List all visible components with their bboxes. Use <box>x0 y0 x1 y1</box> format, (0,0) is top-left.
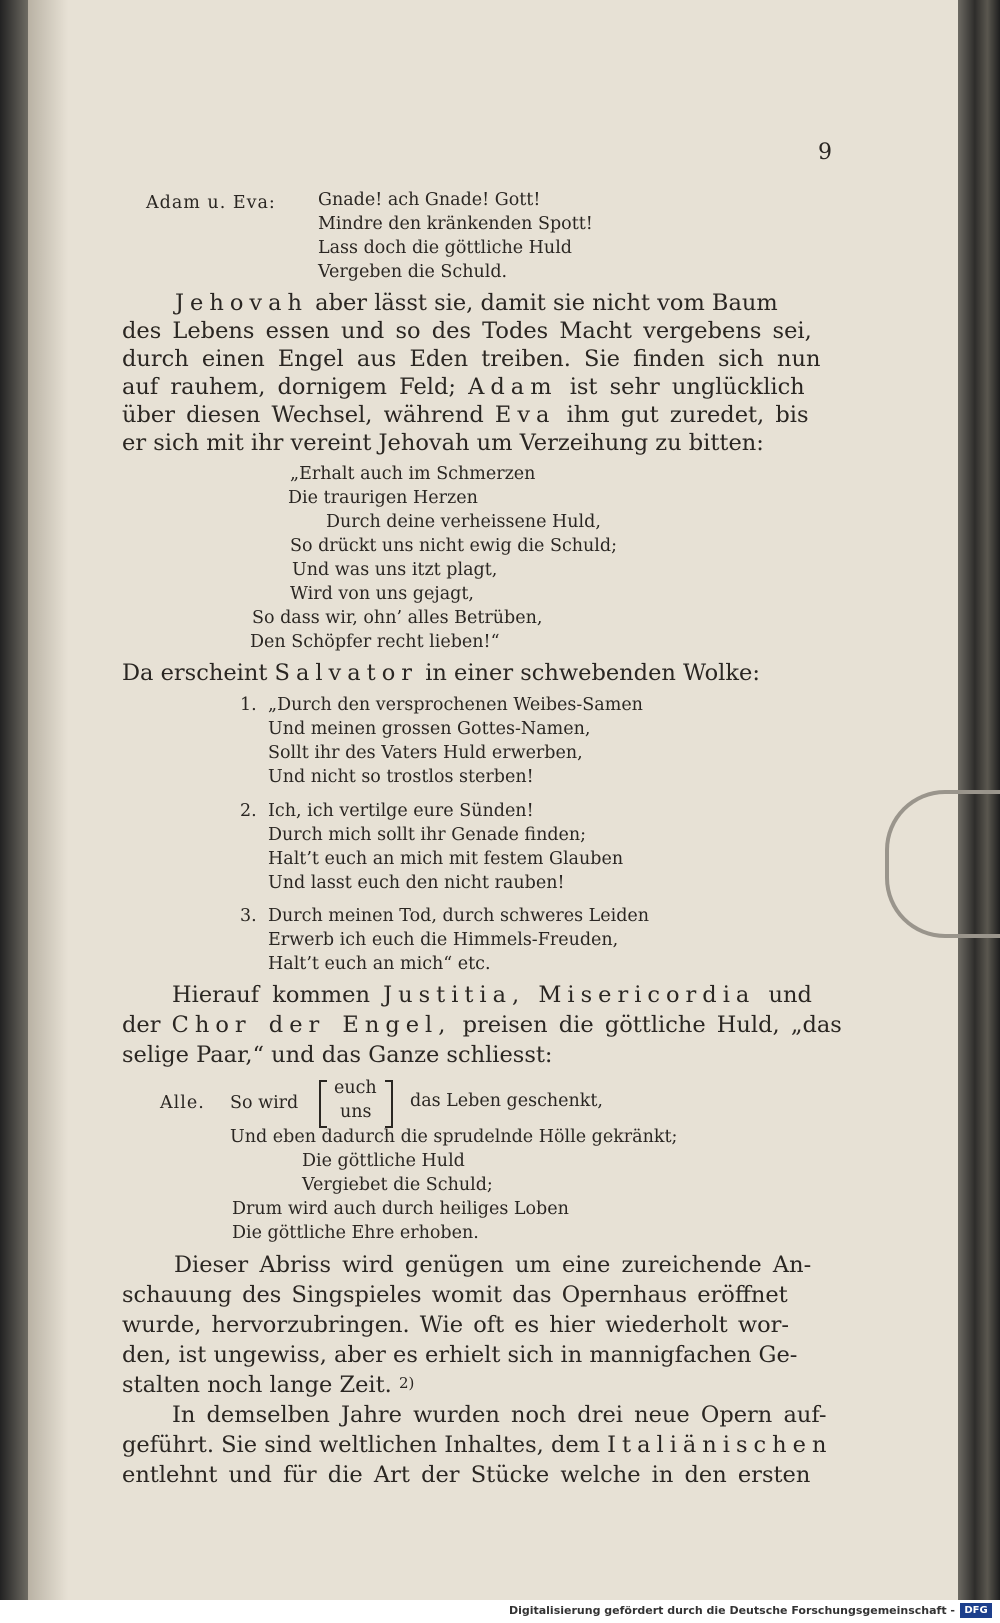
prose-line: über diesen Wechsel, während Eva ihm gut zuredet, bis <box>122 402 809 428</box>
verse-line: Und lasst euch den nicht rauben! <box>268 873 565 893</box>
verse-line: So drückt uns nicht ewig die Schuld; <box>290 536 617 556</box>
page-clip <box>885 790 1000 938</box>
name-adam: Adam <box>468 374 558 400</box>
prose-line: des Lebens essen und so des Todes Macht vergebens sei, <box>122 318 812 344</box>
prose-line: Da erscheint Salvator in einer schwebenden Wolke: <box>122 660 760 686</box>
verse-line: Gnade! ach Gnade! Gott! <box>318 190 541 210</box>
verse-line: Und meinen grossen Gottes-Namen, <box>268 719 591 739</box>
prose-line: durch einen Engel aus Eden treiben. Sie finden sich nun <box>122 346 821 372</box>
variant-euch: euch <box>334 1078 377 1098</box>
verse-line: So dass wir, ohn’ alles Betrüben, <box>252 608 543 628</box>
verse-line: Durch meinen Tod, durch schweres Leiden <box>268 906 650 926</box>
verse-line: Ich, ich vertilge eure Sünden! <box>268 801 534 821</box>
verse-line: Wird von uns gejagt, <box>290 584 474 604</box>
verse-line: Drum wird auch durch heiliges Loben <box>232 1199 569 1219</box>
verse-line: „Erhalt auch im Schmerzen <box>290 464 536 484</box>
bracket-right <box>385 1080 393 1128</box>
verse-line: Halt’t euch an mich“ etc. <box>268 954 491 974</box>
verse-line: Und eben dadurch die sprudelnde Hölle gekränkt; <box>230 1127 678 1147</box>
prose-line: geführt. Sie sind weltlichen Inhaltes, dem Italiänischen <box>122 1432 833 1458</box>
verse-line: Die traurigen Herzen <box>288 488 478 508</box>
verse-line: Lass doch die göttliche Huld <box>318 238 572 258</box>
prose-line: auf rauhem, dornigem Feld; Adam ist sehr unglücklich <box>122 374 805 400</box>
verse-line: Die göttliche Huld <box>302 1151 465 1171</box>
verse-line: Sollt ihr des Vaters Huld erwerben, <box>268 743 583 763</box>
verse-line: „Durch den versprochenen Weibes-Samen <box>268 695 643 715</box>
verse-line: Die göttliche Ehre erhoben. <box>232 1223 479 1243</box>
prose-line: der Chor der Engel, preisen die göttliche Huld, „das <box>122 1012 842 1038</box>
dfg-logo: DFG <box>960 1603 992 1618</box>
name-jehovah: Jehovah <box>175 290 308 316</box>
verse-line: Und nicht so trostlos sterben! <box>268 767 534 787</box>
prose-line: entlehnt und für die Art der Stücke welche in den ersten <box>122 1462 811 1488</box>
prose-line: Dieser Abriss wird genügen um eine zureichende An- <box>174 1252 812 1278</box>
book-spine-shadow <box>0 0 28 1600</box>
prose-line: wurde, hervorzubringen. Wie oft es hier wiederholt wor- <box>122 1312 790 1338</box>
funding-notice: Digitalisierung gefördert durch die Deutsche Forschungsgemeinschaft - <box>508 1604 955 1617</box>
prose-line: den, ist ungewiss, aber es erhielt sich in mannigfachen Ge- <box>122 1342 798 1368</box>
prose-line: selige Paar,“ und das Ganze schliesst: <box>122 1042 553 1068</box>
prose-line: stalten noch lange Zeit. 2) <box>122 1372 415 1398</box>
name-justitia: Justitia, <box>383 982 526 1008</box>
stanza-number: 1. <box>240 695 257 715</box>
footnote-marker: 2) <box>398 1374 415 1392</box>
stanza-number: 3. <box>240 906 257 926</box>
name-misericordia: Misericordia <box>538 982 756 1008</box>
page-number: 9 <box>818 140 832 165</box>
verse-line: Mindre den kränkenden Spott! <box>318 214 593 234</box>
variant-uns: uns <box>340 1102 372 1122</box>
name-eva: Eva <box>494 402 556 428</box>
speaker-adam-eva: Adam u. Eva: <box>146 193 276 213</box>
prose-line: schauung des Singspieles womit das Opernhaus eröffnet <box>122 1282 788 1308</box>
verse-line: das Leben geschenkt, <box>410 1091 603 1111</box>
verse-line: Vergeben die Schuld. <box>318 262 508 282</box>
prose-line: er sich mit ihr vereint Jehovah um Verzeihung zu bitten: <box>122 430 764 456</box>
verse-line: Halt’t euch an mich mit festem Glauben <box>268 849 624 869</box>
verse-line: Vergiebet die Schuld; <box>302 1175 493 1195</box>
prose-line: Hierauf kommen Justitia, Misericordia und <box>172 982 812 1008</box>
verse-line: So wird <box>230 1093 299 1113</box>
name-chor-der-engel: Chor der Engel, <box>171 1012 452 1038</box>
bracket-left <box>319 1080 327 1128</box>
verse-line: Durch mich sollt ihr Genade finden; <box>268 825 587 845</box>
verse-line: Durch deine verheissene Huld, <box>326 512 601 532</box>
verse-line: Und was uns itzt plagt, <box>292 560 498 580</box>
name-salvator: Salvator <box>274 660 419 686</box>
verse-line: Den Schöpfer recht lieben!“ <box>250 632 500 652</box>
word-italiaenischen: Italiänischen <box>607 1432 833 1458</box>
verse-line: Erwerb ich euch die Himmels-Freuden, <box>268 930 619 950</box>
prose-line: In demselben Jahre wurden noch drei neue Opern auf- <box>172 1402 827 1428</box>
prose-line: Jehovah aber lässt sie, damit sie nicht vom Baum <box>175 290 778 316</box>
speaker-alle: Alle. <box>160 1093 205 1113</box>
stanza-number: 2. <box>240 801 257 821</box>
